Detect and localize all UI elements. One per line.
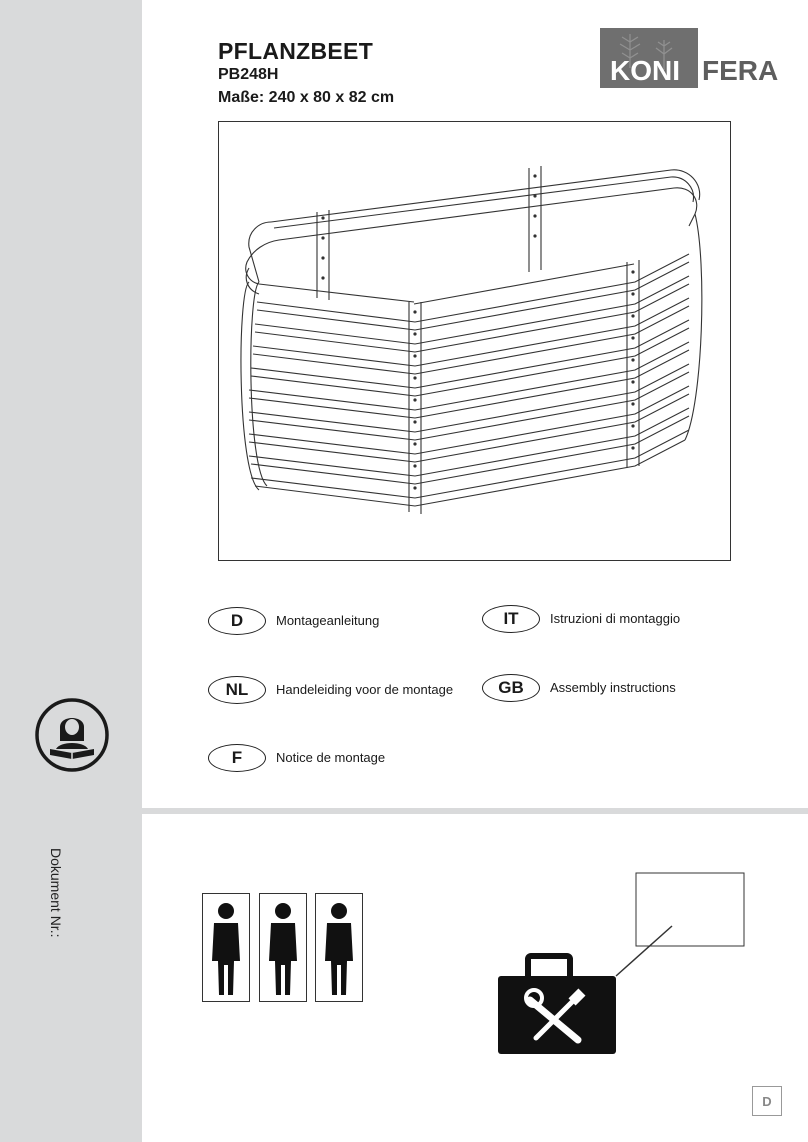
lang-code-badge: GB — [482, 674, 540, 702]
toolbox-icon — [490, 868, 750, 1058]
page-language-badge: D — [752, 1086, 782, 1116]
raised-bed-illustration — [219, 122, 730, 560]
person-reading-icon — [34, 697, 110, 773]
product-title: PFLANZBEET — [218, 38, 374, 64]
lang-code-badge: F — [208, 744, 266, 772]
lang-label: Istruzioni di montaggio — [550, 611, 681, 626]
lang-code-badge: D — [208, 607, 266, 635]
lang-code-badge: NL — [208, 676, 266, 704]
brand-logo — [600, 28, 778, 88]
section-divider — [0, 808, 808, 814]
lang-code-badge: IT — [482, 605, 540, 633]
product-model: PB248H — [218, 66, 279, 83]
three-persons-icon — [202, 893, 364, 1003]
product-illustration-frame — [218, 121, 731, 561]
logo-text-right: FERA — [702, 55, 778, 86]
lang-label: Assembly instructions — [550, 680, 676, 695]
left-sidebar — [0, 0, 142, 1142]
lang-label: Handeleiding voor de montage — [276, 682, 454, 697]
lang-label: Montageanleitung — [276, 613, 380, 628]
logo-text-left: KONI — [610, 55, 680, 86]
document-number-label: Dokument Nr.: — [48, 848, 64, 938]
lang-label: Notice de montage — [276, 750, 386, 765]
product-dimensions: Maße: 240 x 80 x 82 cm — [218, 89, 395, 106]
